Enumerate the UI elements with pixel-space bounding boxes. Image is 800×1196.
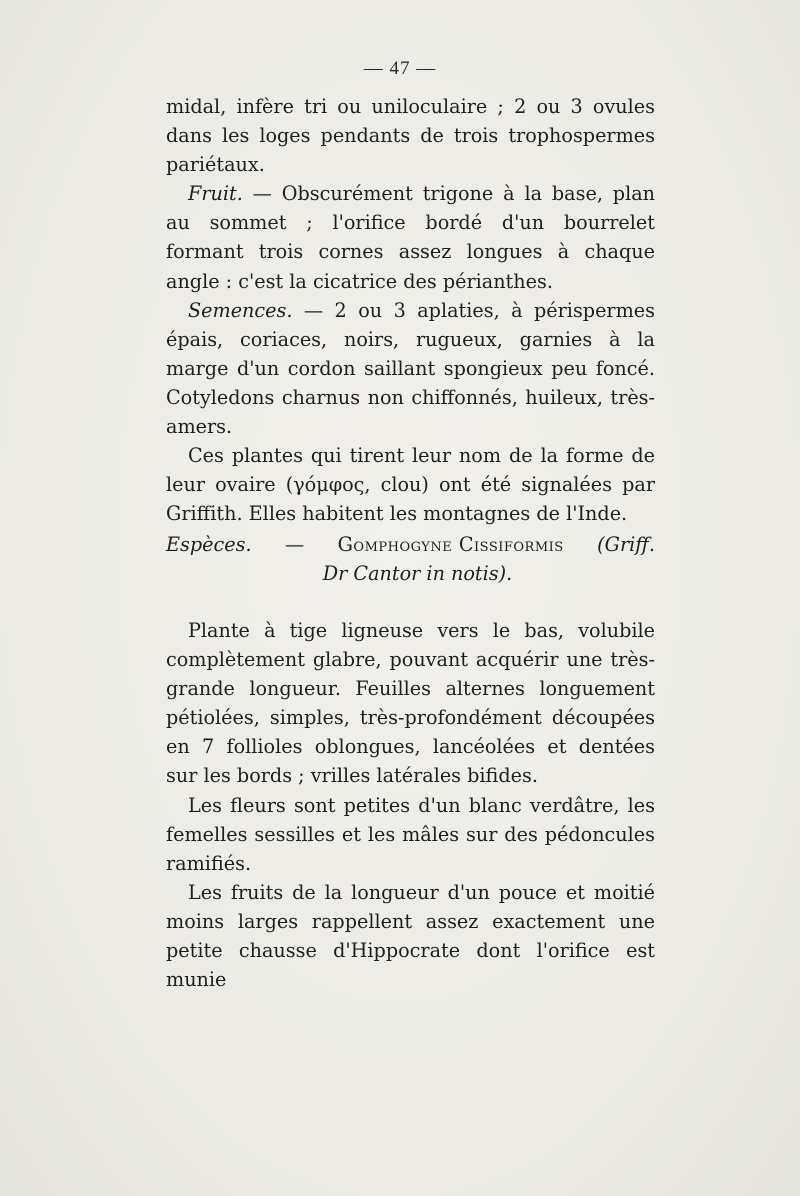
paragraph-plante-description (166, 616, 655, 791)
page-number: — 47 — (363, 58, 437, 79)
species-heading (166, 530, 655, 588)
paragraph-semences (166, 296, 655, 441)
paragraph-label-fruit: Fruit. (188, 182, 243, 206)
paragraph-ovary-continuation (166, 92, 655, 179)
paragraph-fruit (166, 179, 655, 295)
paragraph-text: Plante à tige ligneuse vers le bas, volubile complètement glabre, pouvant acquérir une très-grande longueur. Feuilles alternes longuement pétiolées, simples, très-profondément découpées en 7 follioles oblongues, lancéolées et dentées sur les bords ; vrilles latérales bifides. (166, 619, 655, 788)
paragraph-label-semences: Semences. (188, 298, 293, 322)
species-authority-continued: Dr Cantor in notis). (322, 562, 513, 586)
top-text-block (166, 92, 655, 528)
paragraph-text: midal, infère tri ou uniloculaire ; 2 ou 3 ovules dans les loges pendants de trois trophospermes pariétaux. (166, 95, 655, 177)
paragraph-fruits (166, 878, 655, 994)
species-label: Espèces. (166, 533, 252, 556)
paragraph-fleurs (166, 791, 655, 878)
paragraph-text: Les fruits de la longueur d'un pouce et moitié moins larges rappellent assez exactement une petite chausse d'Hippocrate dont l'orifice est munie (166, 880, 655, 992)
species-heading-line (166, 530, 655, 559)
paragraph-text: — 2 ou 3 aplaties, à périspermes épais, coriaces, noirs, rugueux, garnies à la marge d'un cordon saillant spongieux peu foncé. Cotyledons charnus non chiffonnés, huileux, très-amers. (166, 298, 655, 439)
paragraph-text: Les fleurs sont petites d'un blanc verdâtre, les femelles sessilles et les mâles sur des pédoncules ramifiés. (166, 793, 655, 875)
species-name: Gomphogyne Cissiformis (337, 533, 564, 556)
paragraph-text: Ces plantes qui tirent leur nom de la forme de leur ovaire (γόμφος, clou) ont été signalées par Griffith. Elles habitent les montagnes de l'Inde. (166, 444, 655, 526)
species-dash: — (284, 533, 305, 556)
paragraph-text: — Obscurément trigone à la base, plan au sommet ; l'orifice bordé d'un bourrelet formant trois cornes assez longues à chaque angle : c'est la cicatrice des périanthes. (166, 182, 655, 293)
paragraph-plantes (166, 441, 655, 528)
bottom-text-block (166, 616, 655, 994)
species-authority: (Griff. (597, 533, 655, 556)
